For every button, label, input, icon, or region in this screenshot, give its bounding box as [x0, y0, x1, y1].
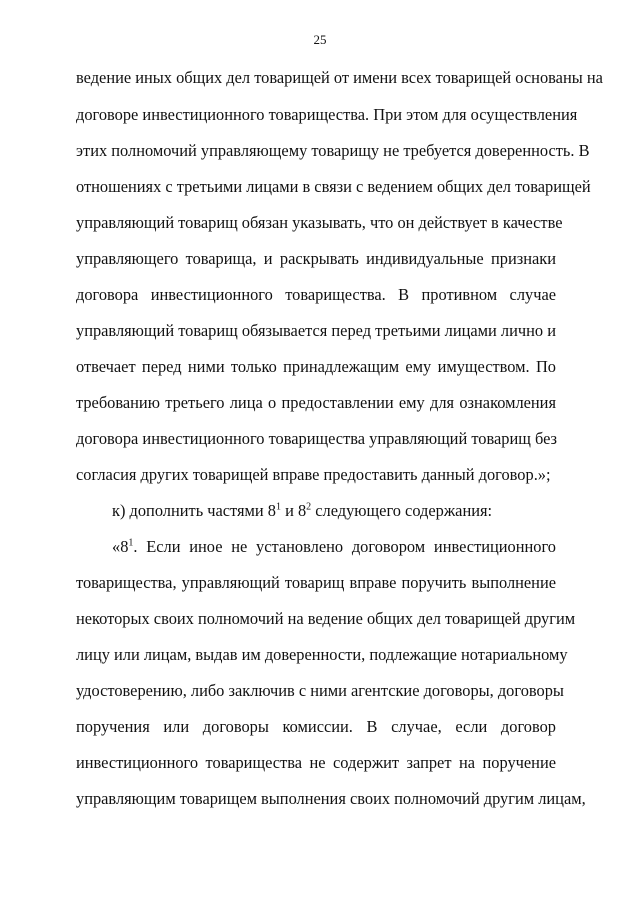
text-line: этих полномочий управляющему товарищу не требуется доверенность. В	[76, 141, 590, 160]
text-line: ведение иных общих дел товарищей от имени всех товарищей основаны на	[76, 68, 603, 87]
text-line: удостоверению, либо заключив с ними агентские договоры, договоры	[76, 681, 564, 700]
item-k-line	[112, 501, 556, 521]
item-k-mid: и 8	[280, 501, 307, 520]
text-line: товарищества, управляющий товарищ вправе поручить выполнение	[76, 573, 556, 592]
text-line: управляющего товарища, и раскрывать индивидуальные признаки	[76, 249, 556, 268]
text-line: поручения или договоры комиссии. В случае, если договор	[76, 717, 556, 736]
item-k-suffix: следующего содержания:	[311, 501, 493, 520]
item-k-sup1: 1	[275, 501, 281, 513]
item-k-prefix: к) дополнить частями 8	[112, 501, 276, 520]
text-line: лицу или лицам, выдав им доверенности, подлежащие нотариальному	[76, 645, 568, 664]
text-line: управляющий товарищ обязан указывать, что он действует в качестве	[76, 213, 563, 232]
text-line: договора инвестиционного товарищества. В противном случае	[76, 285, 556, 304]
text-line: инвестиционного товарищества не содержит запрет на поручение	[76, 753, 556, 772]
text-line: управляющий товарищ обязывается перед третьими лицами лично и	[76, 321, 556, 340]
part81-open: «8	[112, 537, 129, 556]
text-line: отношениях с третьими лицами в связи с ведением общих дел товарищей	[76, 177, 591, 196]
text-line: отвечает перед ними только принадлежащим ему имуществом. По	[76, 357, 556, 376]
text-line: некоторых своих полномочий на ведение общих дел товарищей другим	[76, 609, 576, 628]
text-line: договора инвестиционного товарищества управляющий товарищ без	[76, 429, 558, 448]
item-k-sup2: 2	[306, 501, 312, 513]
text-line: согласия других товарищей вправе предоставить данный договор.»;	[76, 465, 551, 484]
part81-first-line-rest: . Если иное не установлено договором инвестиционного	[133, 537, 556, 556]
part81-sup: 1	[128, 537, 134, 549]
text-line: управляющим товарищем выполнения своих полномочий другим лицам,	[76, 789, 586, 808]
text-line: требованию третьего лица о предоставлении ему для ознакомления	[76, 393, 556, 412]
page-number: 25	[313, 32, 327, 47]
text-line: договоре инвестиционного товарищества. При этом для осуществления	[76, 105, 578, 124]
part81-first-line	[112, 537, 556, 557]
